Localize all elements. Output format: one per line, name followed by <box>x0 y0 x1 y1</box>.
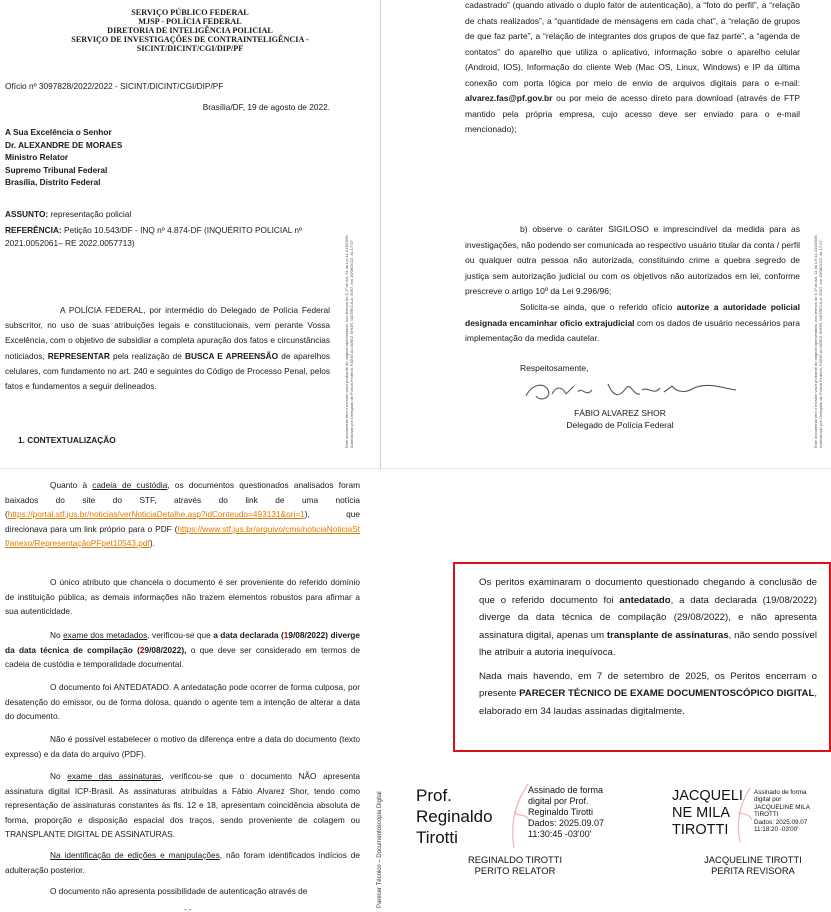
page-divider <box>0 468 831 469</box>
body-bold: REPRESENTAR <box>47 350 110 361</box>
conclusion-box <box>453 562 831 752</box>
metadata-paragraph <box>5 628 360 672</box>
reference-value: Petição 10.543/DF - INQ nº 4.874-DF (INQUÉRITO POLICIAL nº 2021.0052061– RE 2022.0057713) <box>5 225 303 248</box>
p-text: Quanto à <box>50 480 93 490</box>
p-text: , verificou-se que <box>147 630 214 640</box>
c-text: Nada mais havendo, em 7 de setembro de 2025, os Peritos encerram o presente <box>479 670 817 699</box>
authentication-line: Este documento tem o mesmo valor probante do original apresentado, nos termos do § 1º do Art. 11 da Lei 11.419/2006. <box>813 234 818 448</box>
closing-salutation: Respeitosamente, <box>520 363 589 373</box>
conclusion-paragraph <box>479 574 817 662</box>
signature-detail-line: digital por Prof. <box>528 796 589 806</box>
signer-caption <box>678 854 828 876</box>
addressee-line: Dr. ALEXANDRE DE MORAES <box>5 139 123 150</box>
letterhead-line: SERVIÇO PÚBLICO FEDERAL <box>131 8 249 17</box>
request-text: Solicita-se ainda, que o referido ofício <box>520 302 677 312</box>
p-text: No <box>50 630 64 640</box>
addressee-line: Brasília, Distrito Federal <box>5 177 101 187</box>
signer-printed-name: REGINALDO TIROTTI <box>467 854 563 865</box>
signatures-paragraph <box>5 769 360 842</box>
signature-detail-line: digital por <box>754 796 782 804</box>
p-text: , não foram identificados indícios de adulteração posterior. <box>5 850 360 875</box>
authentication-paragraph: O documento não apresenta possibilidade de autenticação através de <box>50 886 308 896</box>
request-bold: autorize a autoridade policial designada encaminhar ofício extrajudicial <box>465 302 800 328</box>
date-difference-paragraph: Não é possível estabelecer o motivo da diferença entre a data do documento (texto expresso) e da data do arquivo (PDF). <box>5 734 360 759</box>
addressee-line: Supremo Tribunal Federal <box>5 164 108 175</box>
letterhead <box>0 8 380 53</box>
c-text: , a data declarada (19/08/2022) diverge da data técnica de compilação (29/08/2022), e não apresenta assinatura digital, apenas um <box>479 594 817 641</box>
handwritten-signature <box>522 376 752 406</box>
addressee-block <box>5 126 330 189</box>
c-text: Os peritos examinaram o documento questionado chegando à conclusão de que o referido documento foi <box>479 577 817 606</box>
signer-name: FÁBIO ALVAREZ SHOR <box>574 408 666 418</box>
reference-line <box>5 224 330 250</box>
p-text: ), que direcionava para um link próprio para o PDF ( <box>5 509 360 534</box>
signature-details <box>528 785 604 840</box>
signer-role: PERITA REVISORA <box>711 865 795 876</box>
side-caption: Parecer Técnico – Documentoscopia Digital <box>377 791 383 908</box>
p-underline: Na identificação de edições e manipulações <box>50 850 220 860</box>
letterhead-line: MJSP - POLÍCIA FEDERAL <box>138 17 242 26</box>
c-text: , elaborado em 34 laudas assinadas digitalmente. <box>479 688 817 717</box>
authentication-line: Autenticado por Delegado de Polícia Federal, FÁBIO ALVAREZ SHOR, MATRÍCULA: 9097, em 19/08/2022, às 17:07. <box>349 239 354 448</box>
parecer-page <box>0 470 400 912</box>
edits-paragraph <box>5 848 360 877</box>
request-text: com os dados de usuário necessários para implementação da medida cautelar. <box>465 317 800 343</box>
p-text: ). <box>149 538 155 548</box>
stf-news-link[interactable]: https://portal.stf.jus.br/noticias/verNoticiaDetalhe.asp?idConteudo=493131&ori=1 <box>7 509 305 519</box>
p-text: o que deve ser considerado em termos de cadeia de custódia e temporalidade documental. <box>5 644 360 669</box>
authentication-note <box>344 234 354 448</box>
p-text: , verificou-se que o documento NÃO apresenta assinatura digital ICP-Brasil. As assinaturas atribuídas a Fábio Alvarez Shor, tendo como representação de assinaturas constantes às fls. 12 e 18, apresentam coincidência absoluta de forma, proporção e disposição espacial dos traços, sendo proveniente de colagem ou TRANSPLANTE DIGITAL DE ASSINATURAS. <box>5 771 360 839</box>
signer-name-line: Tirotti <box>416 828 458 847</box>
c-bold: transplante de assinaturas <box>606 629 729 641</box>
p-red-digit: 2 <box>139 644 145 655</box>
signature-detail-line: Assinado de forma <box>528 785 604 795</box>
authentication-line: Autenticado por Delegado de Polícia Federal, FÁBIO ALVAREZ SHOR, MATRÍCULA: 9097, em 19/08/2022, às 17:07. <box>818 239 823 448</box>
signature-detail-line: 11:30:45 -03'00' <box>528 829 592 839</box>
signer-role: PERITO RELATOR <box>474 865 556 876</box>
body-paragraph <box>5 303 330 394</box>
oficio-page-2 <box>440 0 831 450</box>
oficio-date: Brasília/DF, 19 de agosto de 2022. <box>202 102 330 112</box>
signature-details <box>754 789 810 833</box>
body-text: pela realização de <box>109 350 185 361</box>
signer-printed-name: JACQUELINE TIROTTI <box>704 854 802 865</box>
signature-detail-line: Assinado de forma <box>754 789 807 796</box>
oficio-page-1 <box>0 0 380 470</box>
subject-line <box>5 208 330 221</box>
digital-signature-reginaldo <box>416 785 493 848</box>
p-text: No <box>50 771 68 781</box>
antedated-paragraph: O documento foi ANTEDATADO. A antedatação pode ocorrer de forma culposa, por desatenção do emissor, ou de forma dolosa, quando o agente tem a intenção de alterar a data do documento. <box>5 682 360 721</box>
signature-detail-line: Dados: 2025.09.07 <box>754 818 808 826</box>
p-bold: 9/08/2022) diverge da data técnica de compilação ( <box>5 630 360 655</box>
closing-paragraph <box>479 668 817 721</box>
p-bold: a data declarada ( <box>213 630 284 640</box>
item-a-paragraph <box>465 0 800 138</box>
section-heading: 1. CONTEXTUALIZAÇÃO <box>18 435 116 445</box>
body-text: de aparelhos celulares, com fundamento no art. 240 e seguintes do Código de Processo Penal, pelos fatos e fundamentos a seguir delineados. <box>5 350 330 392</box>
request-paragraph <box>465 300 800 347</box>
letterhead-line: SERVIÇO DE INVESTIGAÇÕES DE CONTRAINTELIGÊNCIA - <box>71 35 309 44</box>
stf-pdf-link[interactable]: https://www.stf.jus.br/arquivo/cms/noticiaNoticiaStf/anexo/RepresentaçãoPFpet10543.pdf <box>5 523 360 548</box>
signature-detail-line: TIROTTI <box>754 811 779 819</box>
c-bold: antedatado <box>619 594 671 606</box>
signature-detail-line: JACQUELINE MILA <box>754 803 810 811</box>
signer-name-line: Reginaldo <box>416 807 493 826</box>
p-red-digit: 1 <box>283 630 289 640</box>
p-bold: 9/08/2022), <box>144 644 187 655</box>
c-bold: PARECER TÉCNICO DE EXAME DOCUMENTOSCÓPICO DIGITAL <box>519 688 815 699</box>
signer-name-large <box>416 785 493 848</box>
parecer-conclusion-page <box>410 470 831 912</box>
authentication-line: Este documento tem o mesmo valor probante do original apresentado, nos termos do § 1º do Art. 11 da Lei 11.419/2006. <box>344 234 349 448</box>
item-a-text: ou por meio de acesso direto para download (através de FTP mantido pela própria empresa, cujo acesso deve ser enviado para o e-mail mencionado); <box>465 93 800 134</box>
p-text: , os documentos questionados analisados foram baixados do site do STF, através do link de uma notícia ( <box>5 480 360 519</box>
signer-block <box>520 407 720 431</box>
oficio-number: Ofício nº 3097828/2022/2022 - SICINT/DICINT/CGI/DIP/PF <box>5 81 224 91</box>
signature-mark <box>732 786 756 846</box>
signature-detail-line: 11:18:20 -03'00' <box>754 826 799 834</box>
subject-label: ASSUNTO: <box>5 209 49 219</box>
p-underline: exame dos metadados <box>63 630 148 640</box>
signer-title: Delegado de Polícia Federal <box>566 420 674 430</box>
signer-name-line: NE MILA <box>672 805 731 821</box>
signer-name-line: Prof. <box>416 786 452 805</box>
email-address: alvarez.fas@pf.gov.br <box>465 93 553 103</box>
subject-value: representação policial <box>48 209 132 219</box>
addressee-line: Ministro Relator <box>5 152 69 162</box>
body-bold: BUSCA E APREENSÃO <box>184 350 279 361</box>
letterhead-line: SICINT/DICINT/CGI/DIP/PF <box>136 44 244 53</box>
c-text: , não sendo possível lhe atribuir a autoria inequívoca. <box>479 629 817 658</box>
signature-detail-line: Dados: 2025.09.07 <box>528 818 605 828</box>
signature-scribble <box>522 376 752 406</box>
signature-detail-line: Reginaldo Tirotti <box>528 807 594 817</box>
signer-name-line: JACQUELI <box>672 788 743 804</box>
custody-paragraph <box>5 478 360 551</box>
body-text: A POLÍCIA FEDERAL, por intermédio do Delegado de Polícia Federal subscritor, no uso de suas atribuições legais e constitucionais, vem perante Vossa Excelência, com o objetivo de subsidiar a completa apuração dos fatos e circunstâncias noticiados, <box>5 305 330 361</box>
letterhead-line: DIRETORIA DE INTELIGÊNCIA POLICIAL <box>107 26 273 35</box>
item-a-text: cadastrado” (quando ativado o duplo fator de autenticação), a “foto do perfil”, a “relação de chats realizados”, a “quantidade de mensagens em cada chat”, a “relação de grupos de que faz parte”, a “relação de integrantes dos grupos de que faz parte”, a “agenda de contatos” do aparelho que utiliza o aplicativo, informação sobre o aparelho celular (Android, IOS), Informação do cliente Web (Mac OS, Linux, Windows) e IP da última conexão com porta lógica por meio de envio de arquivos digitais para o e-mail: <box>465 0 800 88</box>
signer-name-line: TIROTTI <box>672 822 729 838</box>
addressee-line: A Sua Excelência o Senhor <box>5 127 112 137</box>
p-underline: cadeia de custódia <box>92 480 168 490</box>
item-b-paragraph: b) observe o caráter SIGILOSO e imprescindível da medida para as investigações, não podendo ser comunicada ao respectivo usuário titular da conta / perfil ou qualquer outra pessoa não autorizada, constituindo crime a quebra segredo de justiça sem autorização judicial ou com os objetivos não autorizados em lei, conforme prescreve o artigo 10º da Lei 9.296/96; <box>465 224 801 296</box>
reference-label: REFERÊNCIA: <box>5 225 62 235</box>
p-underline: exame das assinaturas <box>67 771 162 781</box>
signer-caption <box>440 854 590 876</box>
page-footer: - - <box>184 905 192 912</box>
attribute-paragraph: O único atributo que chancela o documento é ser proveniente do referido domínio de instituição pública, as demais informações não trazem elementos robustos para afirmar a sua autenticidade. <box>5 577 360 616</box>
page-divider <box>380 0 381 470</box>
authentication-note <box>813 234 823 448</box>
